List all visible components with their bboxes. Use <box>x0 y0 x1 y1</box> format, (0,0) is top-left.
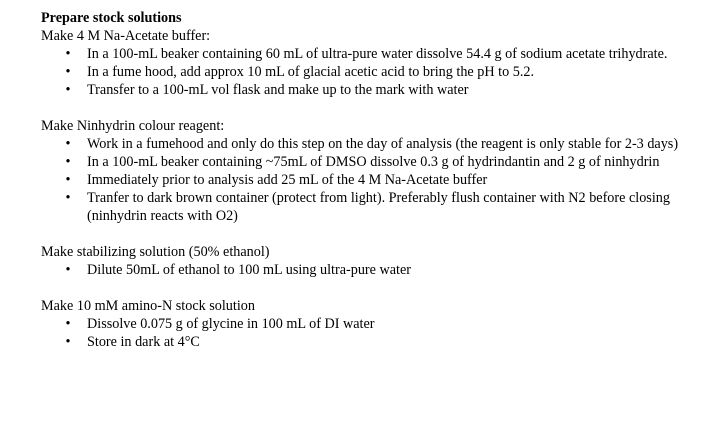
section-stabilizing-solution <box>41 243 701 279</box>
section-heading: Make 4 M Na-Acetate buffer: <box>41 28 211 44</box>
bullet-icon: • <box>65 334 71 350</box>
document-body <box>41 9 701 351</box>
section-sodium-acetate-buffer <box>41 27 701 99</box>
list-item <box>41 261 701 279</box>
section-amino-n-stock <box>41 297 701 351</box>
section-spacer <box>41 279 701 297</box>
list-item <box>41 153 701 171</box>
list-item-text: In a 100-mL beaker containing ~75mL of DMSO dissolve 0.3 g of hydrindantin and 2 g of ninhydrin <box>87 154 660 170</box>
bullet-list <box>41 45 701 99</box>
list-item-text: Work in a fumehood and only do this step on the day of analysis (the reagent is only stable for 2-3 days) <box>87 136 679 152</box>
list-item-text: Tranfer to dark brown container (protect from light). Preferably flush container with N2 before closing (ninhydrin reacts with O2) <box>87 190 670 224</box>
bullet-icon: • <box>65 172 71 188</box>
bullet-icon: • <box>65 262 71 278</box>
bullet-icon: • <box>65 64 71 80</box>
list-item <box>41 315 701 333</box>
section-spacer <box>41 225 701 243</box>
bullet-icon: • <box>65 82 71 98</box>
bullet-icon: • <box>65 316 71 332</box>
list-item <box>41 333 701 351</box>
list-item-text: Dilute 50mL of ethanol to 100 mL using ultra-pure water <box>87 262 411 278</box>
bullet-list <box>41 135 701 225</box>
list-item <box>41 135 701 153</box>
list-item <box>41 189 701 225</box>
document-title: Prepare stock solutions <box>41 10 182 26</box>
list-item-text: Immediately prior to analysis add 25 mL of the 4 M Na-Acetate buffer <box>87 172 488 188</box>
list-item-text: In a 100-mL beaker containing 60 mL of ultra-pure water dissolve 54.4 g of sodium acetate trihydrate. <box>87 46 668 62</box>
bullet-icon: • <box>65 46 71 62</box>
section-spacer <box>41 99 701 117</box>
section-ninhydrin-reagent <box>41 117 701 225</box>
list-item-text: In a fume hood, add approx 10 mL of glacial acetic acid to bring the pH to 5.2. <box>87 64 535 80</box>
list-item <box>41 45 701 63</box>
list-item-text: Dissolve 0.075 g of glycine in 100 mL of DI water <box>87 316 375 332</box>
bullet-icon: • <box>65 154 71 170</box>
bullet-list <box>41 315 701 351</box>
list-item <box>41 171 701 189</box>
list-item <box>41 63 701 81</box>
section-heading: Make stabilizing solution (50% ethanol) <box>41 244 270 260</box>
section-heading: Make 10 mM amino-N stock solution <box>41 298 255 314</box>
list-item-text: Store in dark at 4°C <box>87 334 200 350</box>
section-heading: Make Ninhydrin colour reagent: <box>41 118 225 134</box>
bullet-list <box>41 261 701 279</box>
bullet-icon: • <box>65 136 71 152</box>
bullet-icon: • <box>65 190 71 206</box>
list-item-text: Transfer to a 100-mL vol flask and make up to the mark with water <box>87 82 469 98</box>
list-item <box>41 81 701 99</box>
